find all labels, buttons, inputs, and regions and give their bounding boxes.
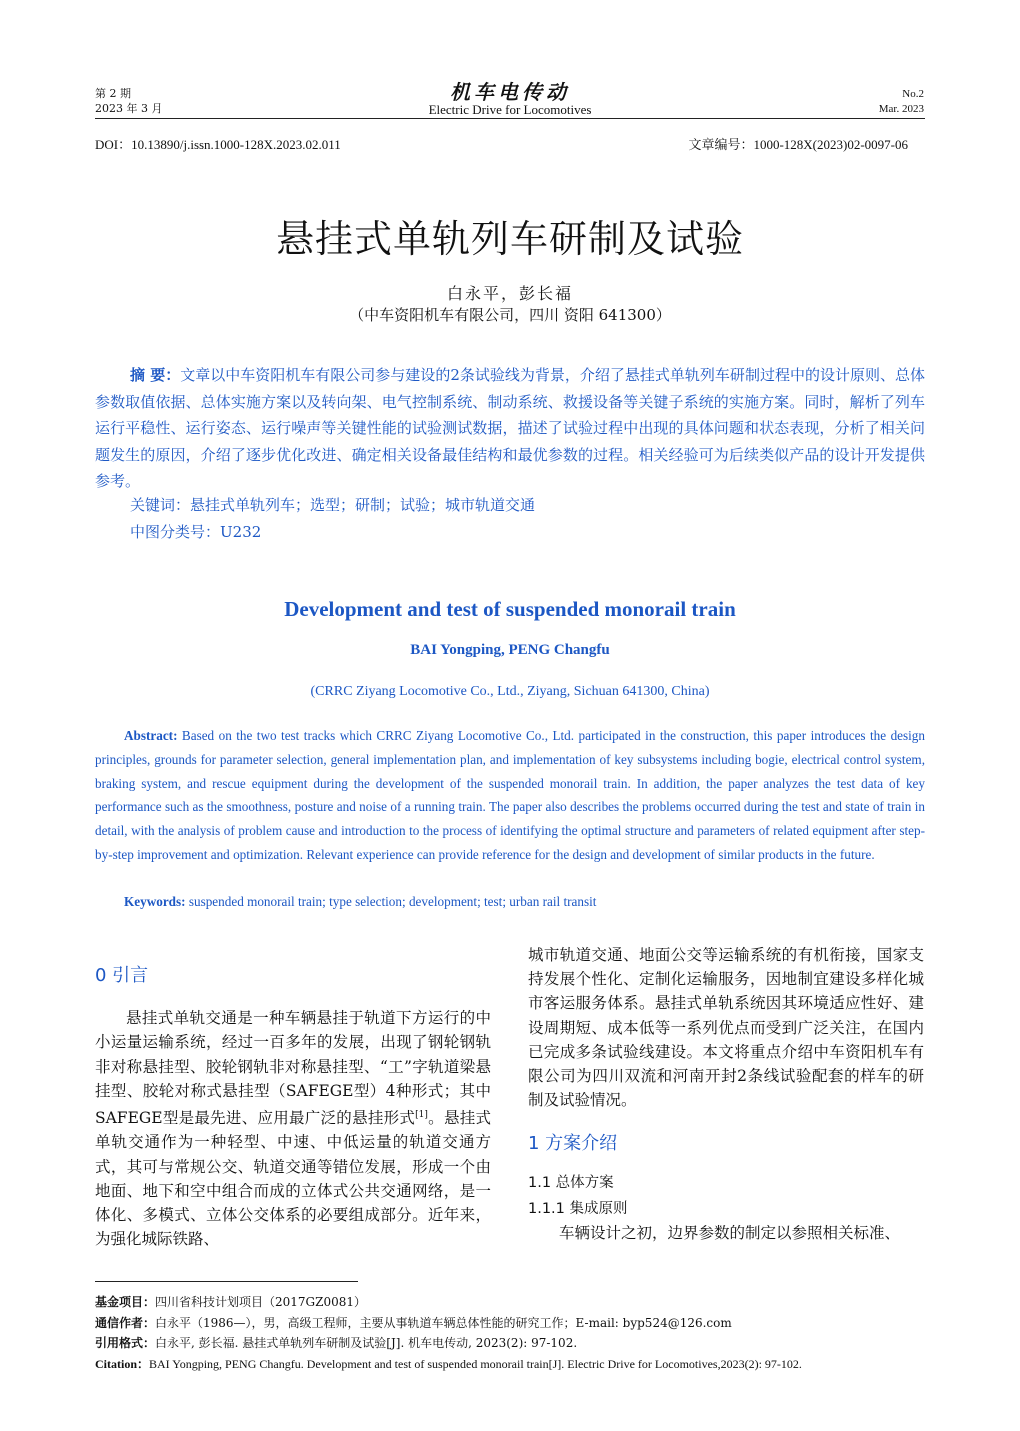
footnotes — [95, 1292, 975, 1374]
abstract-cn-label: 摘 要： — [130, 366, 181, 384]
clc-label: 中图分类号： — [130, 523, 221, 541]
reference-1: [1] — [415, 1110, 428, 1121]
article-number: 文章编号：1000-128X(2023)02-0097-06 — [688, 137, 908, 152]
cite-cn-label: 引用格式： — [95, 1336, 156, 1350]
abstract-en — [95, 724, 925, 867]
intro-text-b: 。悬挂式单轨交通作为一种轻型、中速、中低运量的轨道交通方式，其可与常规公交、轨道交通等错位发展，形成一个由地面、地下和空中组合而成的立体式公共交通网络，是一体化、多模式、立体公交体系的必要组成部分。近年来，为强化城际铁路、 — [95, 1109, 491, 1249]
affiliation-cn: （中车资阳机车有限公司，四川 资阳 641300） — [349, 306, 671, 324]
authors-cn: 白永平，彭长福 — [446, 284, 573, 303]
clc-code: U232 — [220, 523, 262, 541]
keywords-cn-text: 悬挂式单轨列车；选型；研制；试验；城市轨道交通 — [190, 496, 536, 514]
body-left-column — [95, 964, 491, 1251]
abstract-cn — [95, 362, 925, 495]
fund-text: 四川省科技计划项目（2017GZ0081） — [155, 1295, 367, 1309]
body-right-column — [528, 943, 924, 1245]
section-1-title: 1 方案介绍 — [528, 1133, 618, 1155]
keywords-en-label: Keywords: — [124, 894, 186, 909]
cite-en-label: Citation： — [95, 1356, 150, 1371]
doi: DOI：10.13890/j.issn.1000-128X.2023.02.011 — [95, 137, 341, 152]
corr-label: 通信作者： — [95, 1315, 156, 1330]
corresponding-author-line — [95, 1313, 975, 1334]
date-cn: 2023 年 3 月 — [95, 102, 163, 115]
issue-en: No.2 — [902, 88, 924, 100]
cite-cn-text: 白永平, 彭长福. 悬挂式单轨列车研制及试验[J]. 机车电传动, 2023(2): 97-102. — [155, 1336, 578, 1350]
abstract-en-label: Abstract: — [124, 728, 178, 743]
intro-continued: 城市轨道交通、地面公交等运输系统的有机衔接，国家支持发展个性化、定制化运输服务，因地制宜建设多样化城市客运服务体系。悬挂式单轨系统因其环境适应性好、建设周期短、成本低等一系列优点而受到广泛关注，在国内已完成多条试验线建设。本文将重点介绍中车资阳机车有限公司为四川双流和河南开封2条线试验配套的样车的研制及试验情况。 — [528, 946, 924, 1110]
issue-cn: 第 2 期 — [95, 87, 131, 100]
citation-cn-line — [95, 1333, 975, 1354]
section-0-title: 0 引言 — [95, 965, 149, 986]
section-1-1-1-title: 1.1.1 集成原则 — [528, 1200, 628, 1217]
title-en: Development and test of suspended monorail train — [284, 597, 736, 621]
citation-en-line — [95, 1354, 975, 1375]
title-cn: 悬挂式单轨列车研制及试验 — [275, 217, 744, 261]
keywords-en-text: suspended monorail train; type selection; development; test; urban rail transit — [188, 894, 597, 909]
fund-line — [95, 1292, 975, 1313]
corr-text: 白永平（1986—），男，高级工程师，主要从事轨道车辆总体性能的研究工作；E-mail: byp524@126.com — [155, 1315, 732, 1330]
abstract-en-text: Based on the two test tracks which CRRC Ziyang Locomotive Co., Ltd. participated in the construction, this paper introduces the design principles, grounds for parameter selection, general implementation plan, and implementation of key subsystems including bogie, electrical control system, braking system, and rescue equipment during the development of the suspended monorail train. In addition, the paper analyzes the test data of key performance such as the smoothness, posture and noise of a running train. The paper also describes the problems occurred during the test and state of train in detail, with the analysis of problem cause and introduction to the process of identifying the optimal structure and parameters of related equipment after step-by-step improvement and optimization. Relevant experience can provide reference for the design and development of similar products in the future. — [95, 728, 925, 862]
affiliation-en: (CRRC Ziyang Locomotive Co., Ltd., Ziyang, Sichuan 641300, China) — [310, 684, 710, 699]
cite-en-text: BAI Yongping, PENG Changfu. Development and test of suspended monorail train[J]. Electric Drive for Locomotives,2023(2): 97-102. — [149, 1356, 802, 1371]
keywords-cn-label: 关键词： — [130, 496, 191, 514]
keywords-en — [95, 890, 925, 914]
abstract-cn-text: 文章以中车资阳机车有限公司参与建设的2条试验线为背景，介绍了悬挂式单轨列车研制过程中的设计原则、总体参数取值依据、总体实施方案以及转向架、电气控制系统、制动系统、救援设备等关键子系统的实施方案。同时，解析了列车运行平稳性、运行姿态、运行噪声等关键性能的试验测试数据，描述了试验过程中出现的具体问题和状态表现，分析了相关问题发生的原因，介绍了逐步优化改进、确定相关设备最佳结构和最优参数的过程。相关经验可为后续类似产品的设计开发提供参考。 — [95, 366, 925, 490]
clc — [130, 521, 261, 542]
integration-principle-text: 车辆设计之初，边界参数的制定以参照相关标准、 — [559, 1224, 901, 1243]
section-1-1-title: 1.1 总体方案 — [528, 1174, 614, 1191]
fund-label: 基金项目： — [95, 1295, 156, 1309]
intro-paragraph — [95, 1006, 491, 1251]
keywords-cn — [130, 494, 535, 515]
journal-name-en: Electric Drive for Locomotives — [428, 102, 592, 117]
journal-logo-cn: 机车电传动 — [450, 80, 570, 104]
authors-en: BAI Yongping, PENG Changfu — [410, 642, 610, 658]
header-rule — [95, 118, 925, 119]
footnote-rule — [95, 1281, 358, 1282]
date-en: Mar. 2023 — [878, 103, 924, 115]
intro-text-a: 悬挂式单轨交通是一种车辆悬挂于轨道下方运行的中小运量运输系统，经过一百多年的发展，出现了钢轮钢轨非对称悬挂型、胶轮钢轨非对称悬挂型、“工”字轨道梁悬挂型、胶轮对称式悬挂型（SAFEGE型）4种形式；其中SAFEGE型是最先进、应用最广泛的悬挂形式 — [95, 1009, 491, 1128]
